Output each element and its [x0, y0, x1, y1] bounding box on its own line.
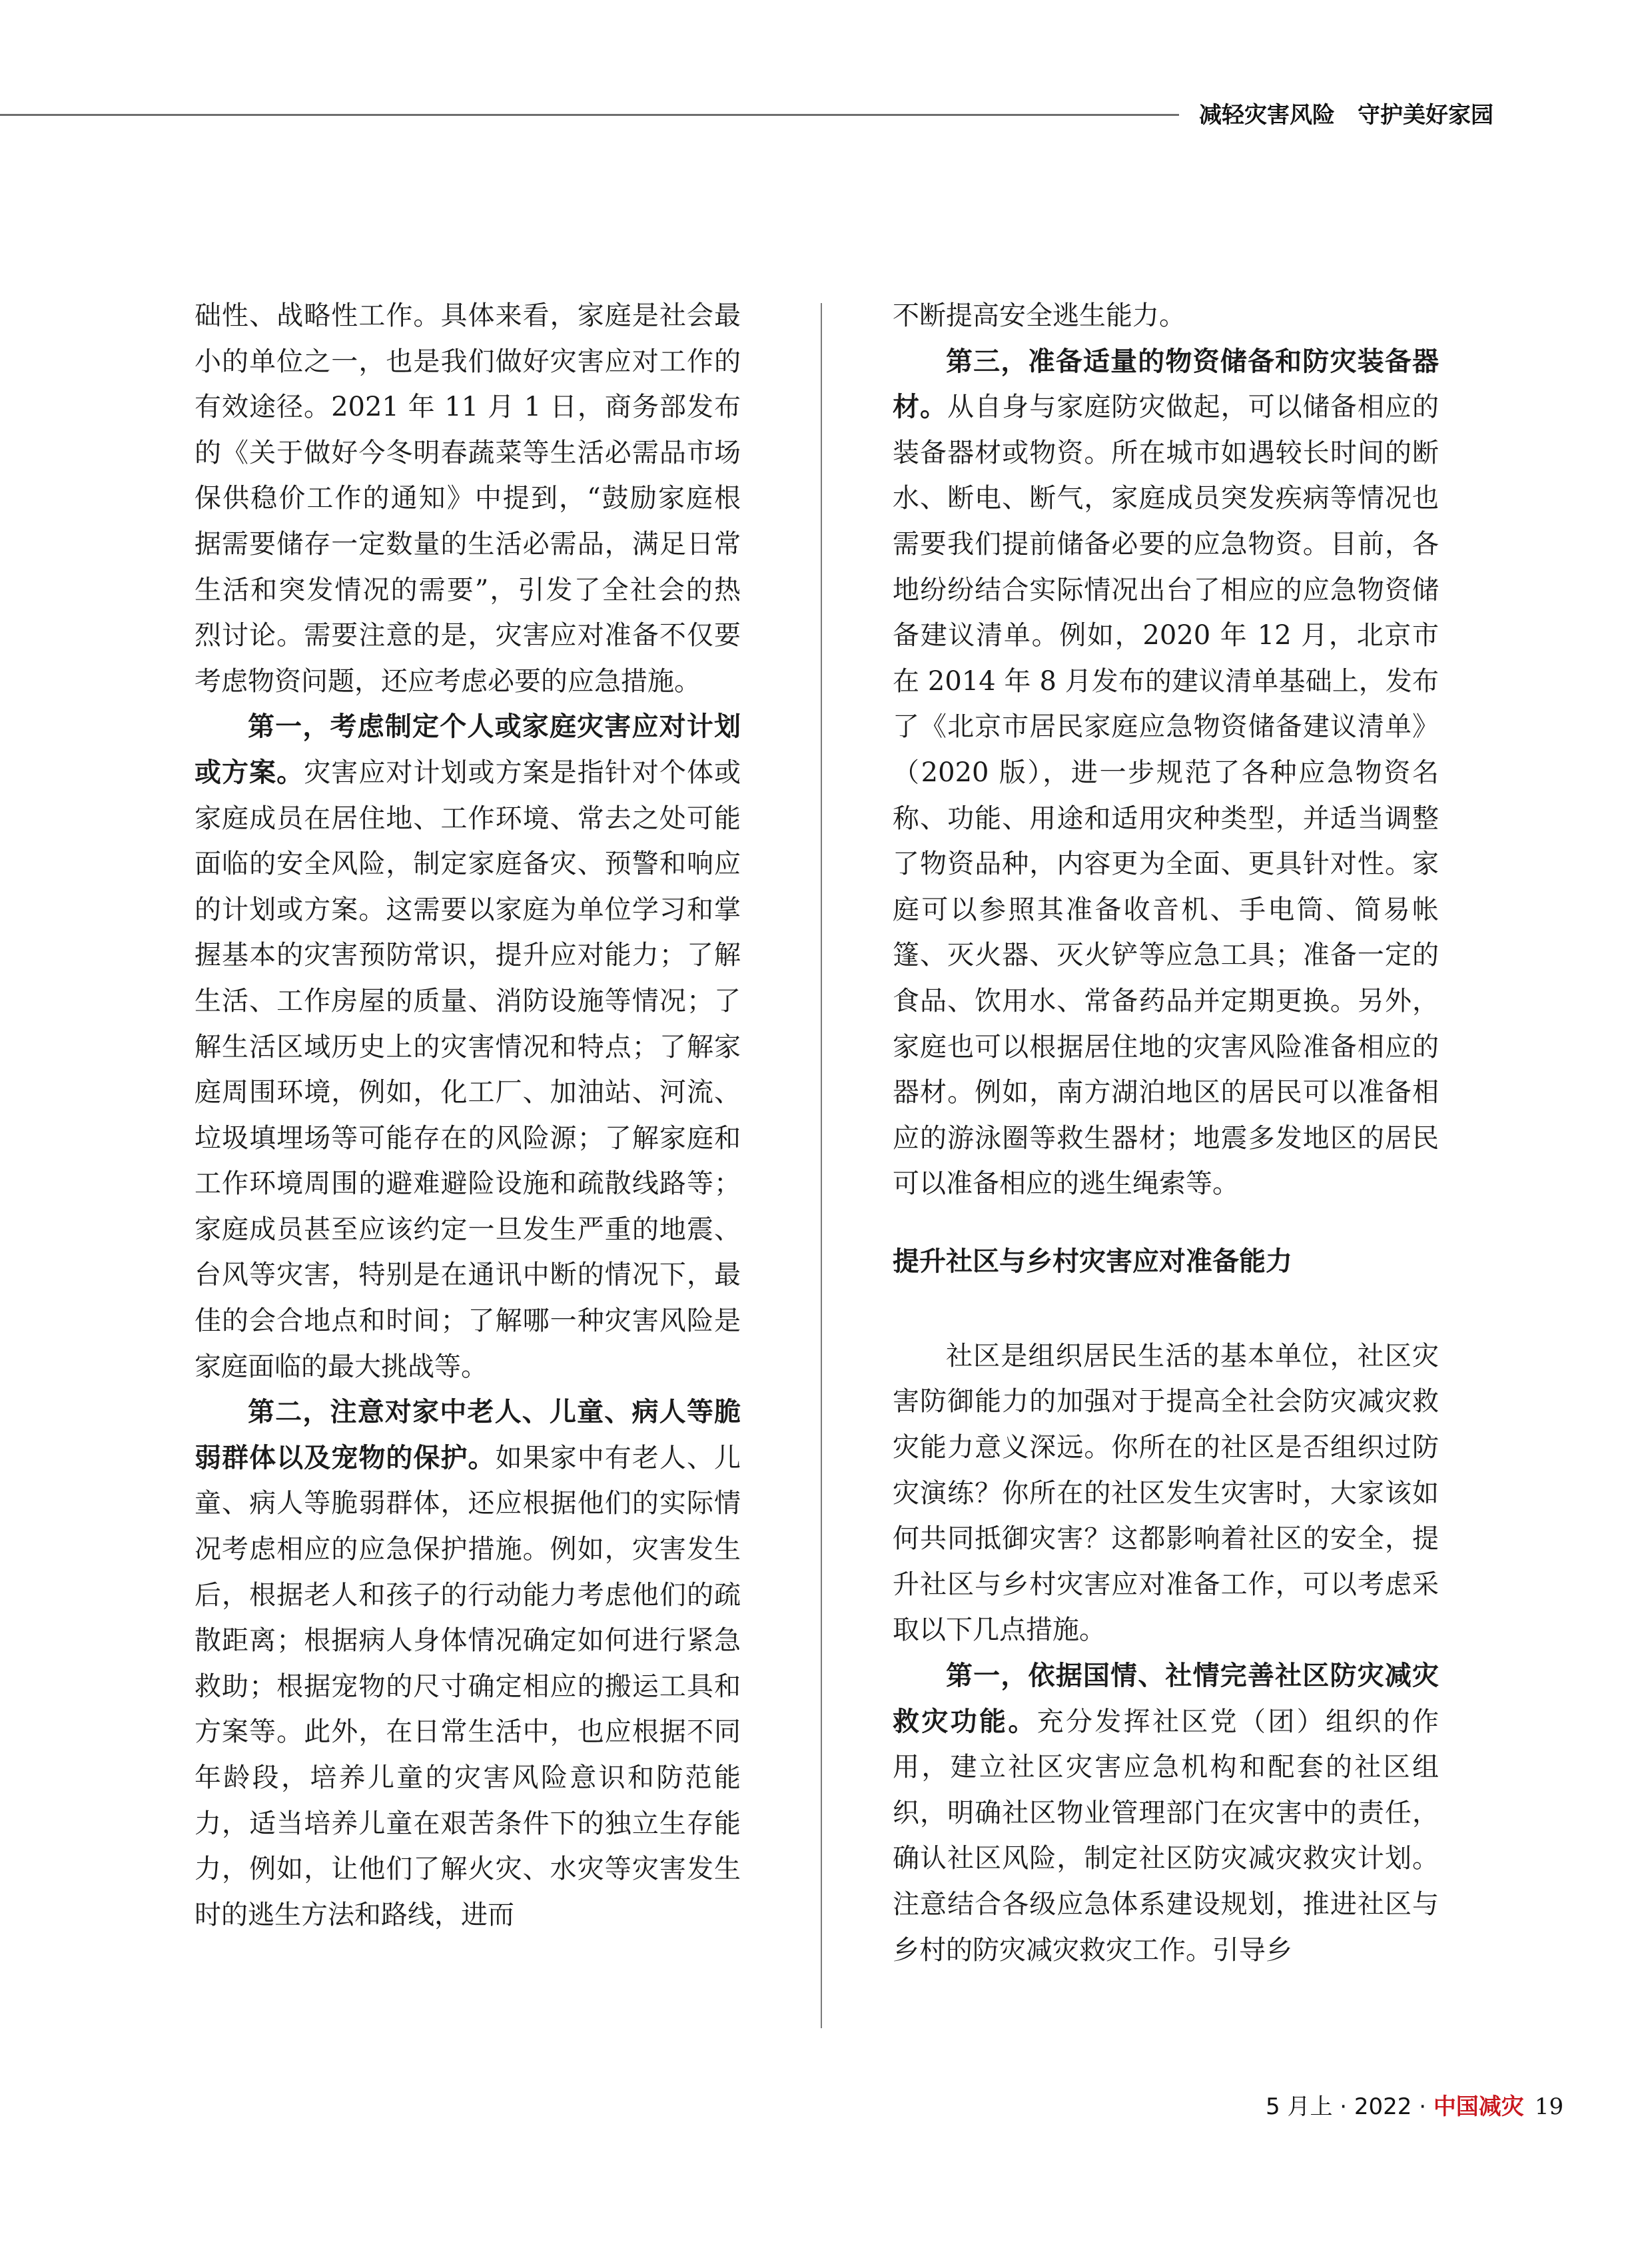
page-footer	[1266, 2090, 1572, 2123]
body-paragraph	[893, 1653, 1439, 1973]
paragraph-lead: 第一，依据国情、社情完善社区防灾减灾救灾功能。	[893, 1661, 1439, 1737]
body-paragraph: 础性、战略性工作。具体来看，家庭是社会最小的单位之一，也是我们做好灾害应对工作的有效途径。2021 年 11 月 1 日，商务部发布的《关于做好今冬明春蔬菜等生活必需品市场保供稳价工作的通知》中提到，“鼓励家庭根据需要储存一定数量的生活必需品，满足日常生活和突发情况的需要”，引发了全社会的热烈讨论。需要注意的是，灾害应对准备不仅要考虑物资问题，还应考虑必要的应急措施。	[195, 300, 741, 697]
column-divider	[821, 303, 822, 2028]
paragraph-body: 如果家中有老人、儿童、病人等脆弱群体，还应根据他们的实际情况考虑相应的应急保护措施。例如，灾害发生后，根据老人和孩子的行动能力考虑他们的疏散距离；根据病人身体情况确定如何进行紧急救助；根据宠物的尺寸确定相应的搬运工具和方案等。此外，在日常生活中，也应根据不同年龄段，培养儿童的灾害风险意识和防范能力，适当培养儿童在艰苦条件下的独立生存能力，例如，让他们了解火灾、水灾等灾害发生时的逃生方法和路线，进而	[195, 1442, 741, 1930]
paragraph-lead: 第一，考虑制定个人或家庭灾害应对计划或方案。	[195, 711, 741, 788]
issue-label: 5 月上 · 2022 ·	[1266, 2093, 1434, 2120]
paragraph-lead: 第三，准备适量的物资储备和防灾装备器材。	[893, 346, 1439, 423]
paragraph-lead: 第二，注意对家中老人、儿童、病人等脆弱群体以及宠物的保护。	[195, 1397, 741, 1473]
paragraph-body: 从自身与家庭防灾做起，可以储备相应的装备器材或物资。所在城市如遇较长时间的断水、断电、断气，家庭成员突发疾病等情况也需要我们提前储备必要的应急物资。目前，各地纷纷结合实际情况出台了相应的应急物资储备建议清单。例如，2020 年 12 月，北京市在 2014 年 8 月发布的建议清单基础上，发布了《北京市居民家庭应急物资储备建议清单》（2020 版），进一步规范了各种应急物资名称、功能、用途和适用灾种类型，并适当调整了物资品种，内容更为全面、更具针对性。家庭可以参照其准备收音机、手电筒、简易帐篷、灭火器、灭火铲等应急工具；准备一定的食品、饮用水、常备药品并定期更换。另外，家庭也可以根据居住地的灾害风险准备相应的器材。例如，南方湖泊地区的居民可以准备相应的游泳圈等救生器材；地震多发地区的居民可以准备相应的逃生绳索等。	[893, 392, 1440, 1200]
magazine-name: 中国减灾	[1433, 2093, 1524, 2120]
body-paragraph	[893, 339, 1439, 1207]
paragraph-body: 充分发挥社区党（团）组织的作用，建立社区灾害应急机构和配套的社区组织，明确社区物业管理部门在灾害中的责任，确认社区风险，制定社区防灾减灾救灾计划。注意结合各级应急体系建设规划，推进社区与乡村的防灾减灾救灾工作。引导乡	[893, 1706, 1440, 1966]
body-paragraph: 不断提高安全逃生能力。	[893, 300, 1186, 331]
right-column	[893, 293, 1439, 1973]
section-heading: 提升社区与乡村灾害应对准备能力	[893, 1246, 1292, 1277]
body-paragraph	[195, 1389, 741, 1938]
page-number: 19	[1534, 2093, 1564, 2120]
body-paragraph	[195, 704, 741, 1389]
header-rule	[0, 114, 1179, 116]
left-column	[195, 293, 741, 1938]
body-paragraph: 社区是组织居民生活的基本单位，社区灾害防御能力的加强对于提高全社会防灾减灾救灾能力意义深远。你所在的社区是否组织过防灾演练？你所在的社区发生灾害时，大家该如何共同抵御灾害？这都影响着社区的安全，提升社区与乡村灾害应对准备工作，可以考虑采取以下几点措施。	[893, 1340, 1439, 1646]
running-header-title: 减轻灾害风险 守护美好家园	[1199, 102, 1493, 129]
paragraph-body: 灾害应对计划或方案是指针对个体或家庭成员在居住地、工作环境、常去之处可能面临的安全风险，制定家庭备灾、预警和响应的计划或方案。这需要以家庭为单位学习和掌握基本的灾害预防常识，提升应对能力；了解生活、工作房屋的质量、消防设施等情况；了解生活区域历史上的灾害情况和特点；了解家庭周围环境，例如，化工厂、加油站、河流、垃圾填埋场等可能存在的风险源；了解家庭和工作环境周围的避难避险设施和疏散线路等；家庭成员甚至应该约定一旦发生严重的地震、台风等灾害，特别是在通讯中断的情况下，最佳的会合地点和时间；了解哪一种灾害风险是家庭面临的最大挑战等。	[195, 757, 741, 1382]
